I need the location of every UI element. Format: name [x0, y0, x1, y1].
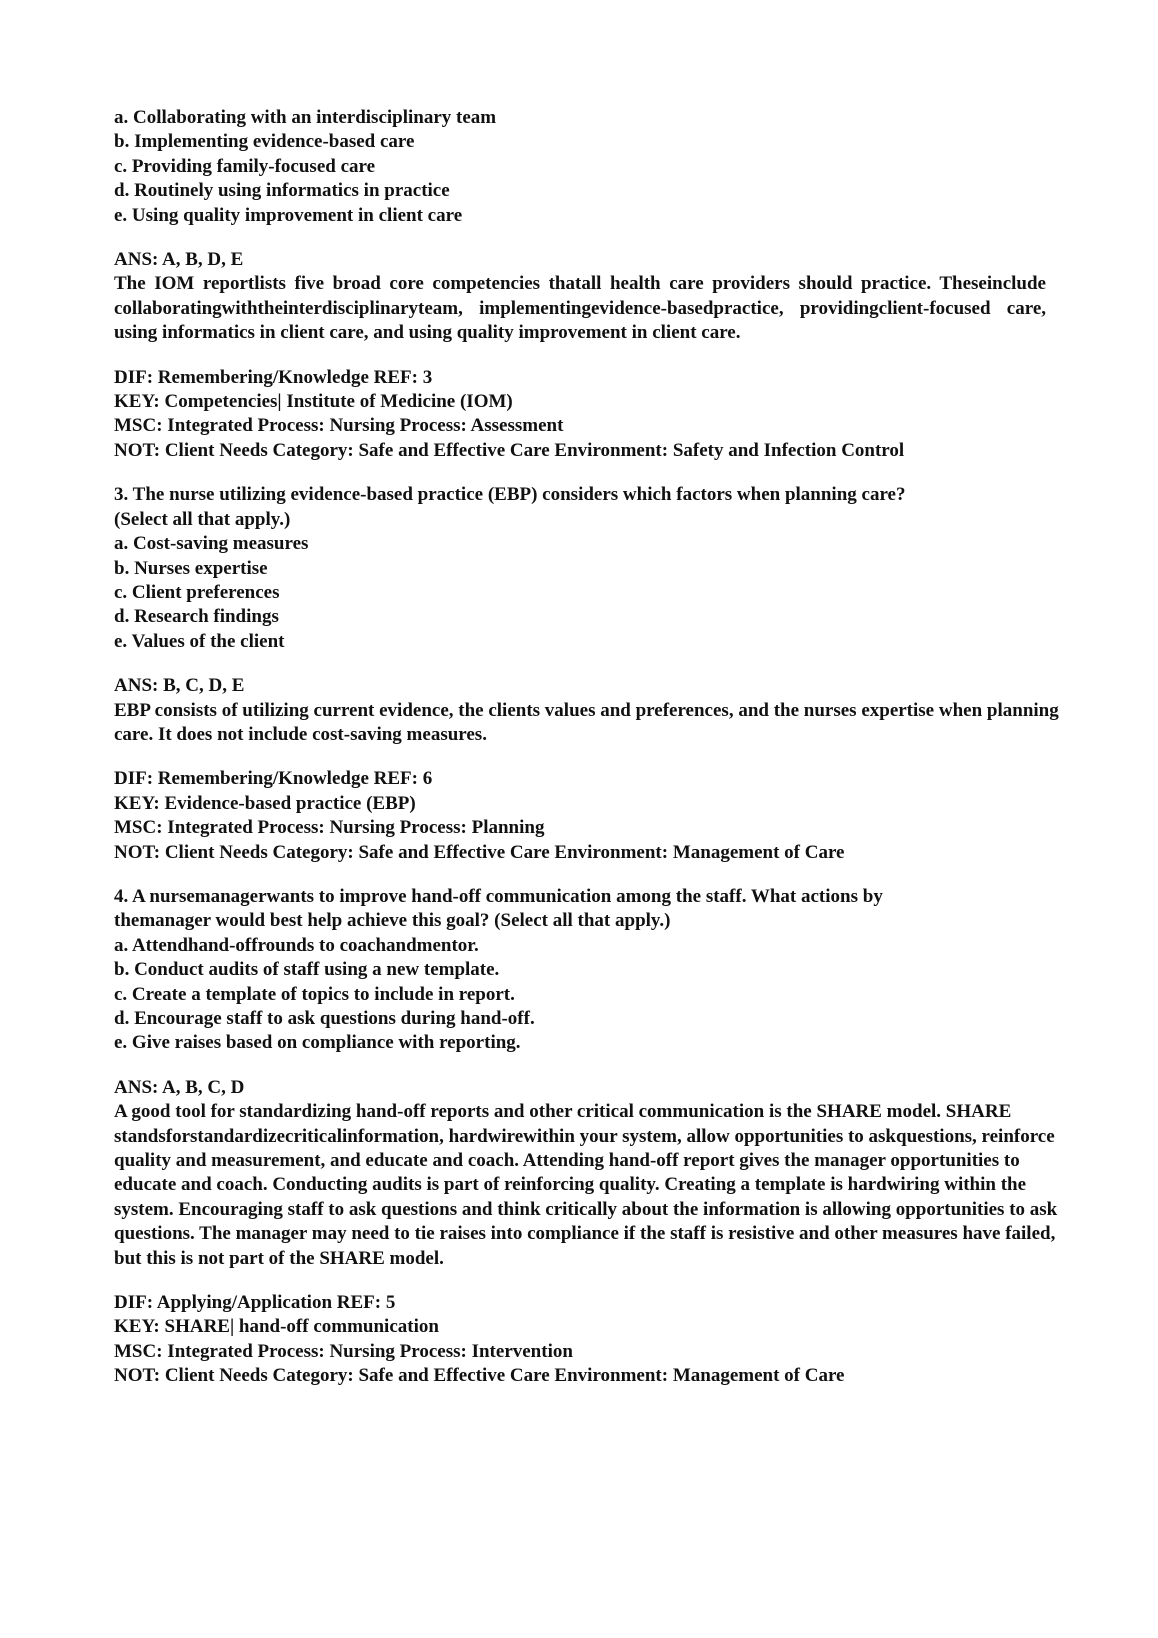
option-d: d. Research findings	[114, 606, 279, 628]
q3-meta	[114, 767, 1084, 865]
option-c: c. Create a template of topics to include in report.	[114, 983, 515, 1005]
question-stem: 4. A nursemanagerwants to improve hand-off communication among the staff. What actions by	[114, 885, 883, 907]
rationale: A good tool for standardizing hand-off reports and other critical communication is the SHARE model. SHARE standsforstandardizecriticalinformation, hardwirewithin your system, allow opportunities to askquestions, reinforce quality and measurement, and educate and coach. Attending hand-off report gives the manager opportunities to educate and coach. Conducting audits is part of reinforcing quality. Creating a template is hardwiring within the system. Encouraging staff to ask questions and think critically about the information is allowing opportunities to ask questions. The manager may need to tie raises into compliance if the staff is resistive and other measures have failed, but this is not part of the SHARE model.	[114, 1101, 1058, 1269]
option-e: e. Values of the client	[114, 630, 285, 652]
option-a: a. Collaborating with an interdisciplinary team	[114, 107, 497, 128]
q3-answer-block	[114, 674, 1084, 747]
client-needs: NOT: Client Needs Category: Safe and Effective Care Environment: Safety and Infection Control	[114, 439, 905, 461]
keywords: KEY: Evidence-based practice (EBP)	[114, 792, 416, 814]
option-a: a. Cost-saving measures	[114, 533, 309, 555]
option-a: a. Attendhand-offrounds to coachandmentor.	[114, 934, 479, 956]
document-page	[114, 106, 1084, 1409]
q4-answer-block	[114, 1076, 1084, 1271]
difficulty: DIF: Remembering/Knowledge REF: 6	[114, 768, 433, 790]
msc: MSC: Integrated Process: Nursing Process: Planning	[114, 817, 545, 839]
option-d: d. Encourage staff to ask questions during hand-off.	[114, 1008, 535, 1029]
answer: ANS: B, C, D, E	[114, 675, 245, 697]
option-e: e. Give raises based on compliance with reporting.	[114, 1032, 521, 1054]
answer: ANS: A, B, D, E	[114, 249, 244, 271]
option-e: e. Using quality improvement in client care	[114, 204, 463, 226]
msc: MSC: Integrated Process: Nursing Process: Intervention	[114, 1340, 573, 1362]
client-needs: NOT: Client Needs Category: Safe and Effective Care Environment: Management of Care	[114, 1365, 845, 1387]
msc: MSC: Integrated Process: Nursing Process: Assessment	[114, 415, 564, 437]
q3-question	[114, 483, 1084, 654]
question-stem-cont: themanager would best help achieve this goal? (Select all that apply.)	[114, 910, 671, 932]
question-stem: 3. The nurse utilizing evidence-based practice (EBP) considers which factors when planning care?	[114, 484, 906, 506]
client-needs: NOT: Client Needs Category: Safe and Effective Care Environment: Management of Care	[114, 841, 845, 863]
q2-answer-block	[114, 248, 1084, 346]
answer: ANS: A, B, C, D	[114, 1076, 245, 1098]
keywords: KEY: Competencies| Institute of Medicine (IOM)	[114, 391, 513, 413]
rationale: EBP consists of utilizing current evidence, the clients values and preferences, and the nurses expertise when planning care. It does not include cost-saving measures.	[114, 699, 1059, 745]
question-stem-cont: (Select all that apply.)	[114, 508, 291, 530]
option-c: c. Client preferences	[114, 581, 280, 603]
q2-options	[114, 106, 1084, 228]
q4-question	[114, 885, 1084, 1056]
rationale: The IOM reportlists five broad core competencies thatall health care providers should practice. Theseinclude collaboratingwiththeinterdisciplinaryteam, implementingevidence-basedpractice, providingclient-focused care, using informatics in client care, and using quality improvement in client care.	[114, 273, 1046, 344]
option-c: c. Providing family-focused care	[114, 155, 376, 177]
difficulty: DIF: Applying/Application REF: 5	[114, 1292, 396, 1314]
q2-meta	[114, 366, 1084, 464]
option-b: b. Conduct audits of staff using a new template.	[114, 959, 500, 981]
difficulty: DIF: Remembering/Knowledge REF: 3	[114, 366, 433, 388]
option-d: d. Routinely using informatics in practice	[114, 180, 450, 202]
option-b: b. Implementing evidence-based care	[114, 131, 415, 153]
option-b: b. Nurses expertise	[114, 557, 268, 579]
q4-meta	[114, 1291, 1084, 1389]
keywords: KEY: SHARE| hand-off communication	[114, 1316, 439, 1338]
